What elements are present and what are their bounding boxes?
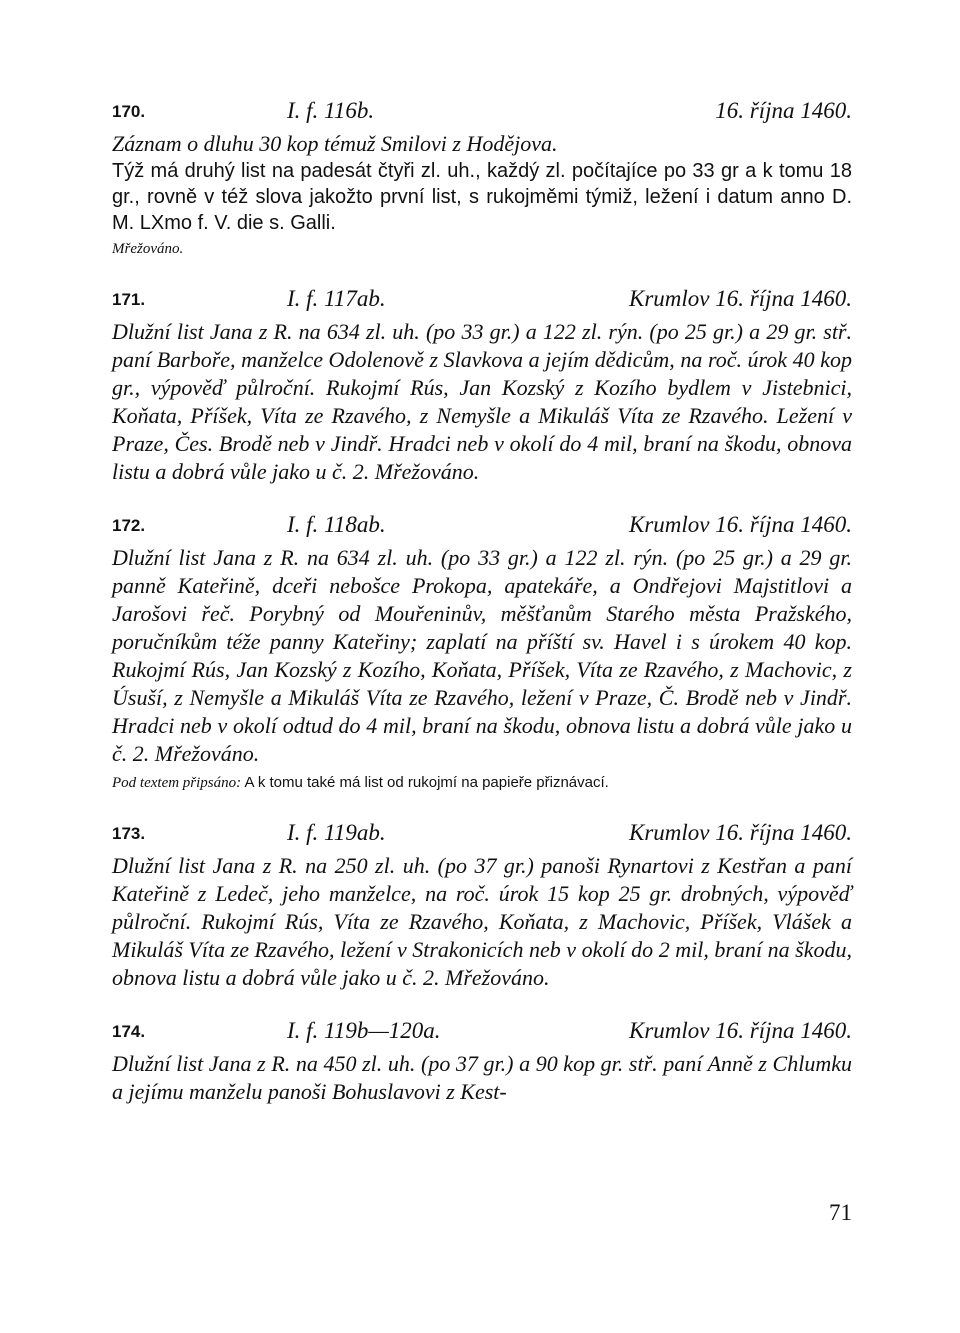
entry-number: 171.	[112, 290, 146, 309]
entry-header	[112, 1016, 852, 1050]
entry-date: Krumlov 16. října 1460.	[629, 512, 852, 537]
folio-reference: I. f. 119ab.	[287, 820, 386, 845]
entry-summary: Záznam o dluhu 30 kop témuž Smilovi z Hodějova.	[112, 131, 558, 156]
entry-seal-note: Mřežováno.	[112, 241, 184, 257]
entry-text: Dlužní list Jana z R. na 250 zl. uh. (po 37 gr.) panoši Rynartovi z Kestřan a paní Kateřině z Ledeč, jeho manželce, na roč. úrok 15 kop 25 gr. drobných, výpověď půlroční. Rukojmí Rús, Víta ze Rzavého, Koňata, z Machovic, Příšek, Vlášek a Mikuláš Víta ze Rzavého, ležení v Strakonicích neb v okolí do 2 mil, braní na škodu, obnova listu a dobrá vůle jako u č. 2. Mřežováno.	[112, 853, 852, 990]
entry-173	[112, 818, 852, 992]
entry-date: Krumlov 16. října 1460.	[629, 820, 852, 845]
folio-reference: I. f. 117ab.	[287, 286, 386, 311]
entry-text: Týž má druhý list na padesát čtyři zl. uh., každý zl. počítajíce po 33 gr a k tomu 18 gr., rovně v též slova jakožto první list, s rukojměmi týmiž, ležení i datum anno D. M. LXmo f. V. die s. Galli.	[112, 160, 852, 234]
entry-174	[112, 1016, 852, 1106]
folio-reference: I. f. 118ab.	[287, 512, 386, 537]
folio-reference: I. f. 116b.	[287, 98, 375, 123]
entry-number: 174.	[112, 1022, 146, 1041]
footnote-text: A k tomu také má list od rukojmí na papieře přiznávací.	[244, 774, 609, 791]
folio-reference: I. f. 119b—120a.	[287, 1018, 441, 1043]
entry-header	[112, 510, 852, 544]
entry-header	[112, 818, 852, 852]
entry-header	[112, 96, 852, 130]
entry-date: 16. října 1460.	[715, 98, 852, 123]
entry-171	[112, 284, 852, 486]
entry-header	[112, 284, 852, 318]
entry-number: 172.	[112, 516, 146, 535]
entry-number: 173.	[112, 824, 146, 843]
entry-date: Krumlov 16. října 1460.	[629, 1018, 852, 1043]
entry-text: Dlužní list Jana z R. na 634 zl. uh. (po 33 gr.) a 122 zl. rýn. (po 25 gr.) a 29 gr. stř. paní Barboře, manželce Odolenově z Slavkova a jejím dědicům, na roč. úrok 40 kop gr., výpověď půlroční. Rukojmí Rús, Jan Kozský z Kozího bydlem v Jistebnici, Koňata, Příšek, Víta ze Rzavého, z Nemyšle a Mikuláš Víta ze Rzavého. Ležení v Praze, Čes. Brodě neb v Jindř. Hradci neb v okolí do 4 mil, braní na škodu, obnova listu a dobrá vůle jako u č. 2. Mřežováno.	[112, 319, 852, 484]
page-number: 71	[829, 1200, 852, 1225]
entry-text: Dlužní list Jana z R. na 450 zl. uh. (po 37 gr.) a 90 kop gr. stř. paní Anně z Chlumku a jejímu manželu panoši Bohuslavovi z Kest-	[112, 1051, 852, 1104]
entry-number: 170.	[112, 102, 146, 121]
entry-170	[112, 96, 852, 260]
entry-footnote	[112, 772, 852, 794]
entry-text: Dlužní list Jana z R. na 634 zl. uh. (po 33 gr.) a 122 zl. rýn. (po 25 gr.) a 29 gr. panně Kateřině, dceři nebošce Prokopa, apatekáře, a Ondřejovi Majstitlovi a Jarošovi řeč. Porybný od Mouřeninův, měšťanům Starého města Pražského, poručníkům téže panny Kateřiny; zaplatí na příští sv. Havel i s úrokem 40 kop. Rukojmí Rús, Jan Kozský z Kozího, Koňata, Příšek, Víta ze Rzavého, z Machovic, z Úsuší, z Nemyšle a Mikuláš Víta ze Rzavého, ležení v Praze, Č. Brodě neb v Jindř. Hradci neb v okolí odtud do 4 mil, braní na škodu, obnova listu a dobrá vůle jako u č. 2. Mřežováno.	[112, 545, 852, 766]
document-page	[112, 96, 852, 1130]
entry-172	[112, 510, 852, 794]
entry-date: Krumlov 16. října 1460.	[629, 286, 852, 311]
footnote-label: Pod textem připsáno:	[112, 775, 242, 791]
